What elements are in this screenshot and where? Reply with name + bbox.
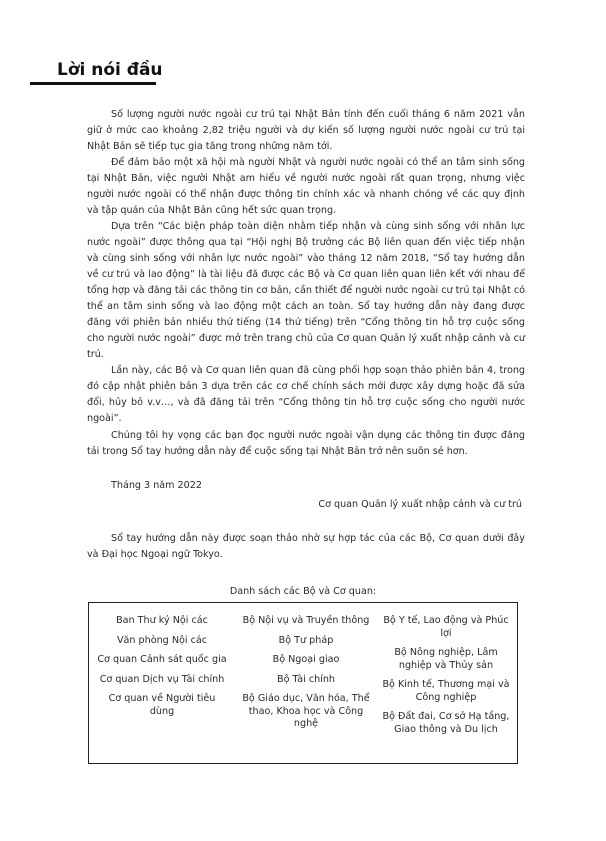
ministry-column-3: [381, 615, 511, 743]
ministry-item: Cơ quan Dịch vụ Tài chính: [99, 673, 225, 685]
preface-block-1: [87, 107, 525, 427]
ministry-item: Bộ Giáo dục, Văn hóa, Thể thao, Khoa học và Công nghệ: [242, 693, 370, 729]
title-underline: [30, 82, 156, 85]
paragraph: Dựa trên “Các biện pháp toàn diện nhằm tiếp nhận và cùng sinh sống với nhân lực nước ngoài” được thông qua tại “Hội nghị Bộ trưởng các Bộ liên quan đến việc tiếp nhận và cùng sinh sống với nhân lực nước ngoài” vào tháng 12 năm 2018, “Sổ tay hướng dẫn về cư trú và lao động” là tài liệu đã được các Bộ và Cơ quan liên quan liên kết với nhau để tổng hợp và đăng tải các thông tin cơ bản, cần thiết để người nước ngoài cư trú tại Nhật có thể an tâm sinh sống và lao động một cách an toàn. Sổ tay hướng dẫn này đang được đăng với phiên bản nhiều thứ tiếng (14 thứ tiếng) trên “Cổng thông tin hỗ trợ cuộc sống cho người nước ngoài” được mở trên trang chủ của Cơ quan Quản lý xuất nhập cảnh và cư trú.: [87, 221, 525, 360]
paragraph: Số lượng người nước ngoài cư trú tại Nhật Bản tính đến cuối tháng 6 năm 2021 vẫn giữ ở mức cao khoảng 2,82 triệu người và dự kiến số lượng người nước ngoài cư trú tại Nhật Bản sẽ tiếp tục gia tăng trong những năm tới.: [87, 109, 525, 152]
ministry-item: Bộ Ngoại giao: [272, 654, 340, 665]
paragraph: Lần này, các Bộ và Cơ quan liên quan đã cùng phối hợp soạn thảo phiên bản 4, trong đó cập nhật phiên bản 3 dựa trên các cơ chế chính sách mới được xây dựng hoặc đã sửa đổi, hủy bỏ v.v…, và đã đăng tải trên “Cổng thông tin hỗ trợ cuộc sống cho người nước ngoài”.: [87, 365, 525, 424]
paragraph: Chúng tôi hy vọng các bạn đọc người nước ngoài vận dụng các thông tin được đăng tải trong Sổ tay hướng dẫn này để cuộc sống tại Nhật Bản trở nên suôn sẻ hơn.: [87, 430, 525, 457]
ministry-item: Ban Thư ký Nội các: [116, 615, 208, 626]
agency-signature: Cơ quan Quản lý xuất nhập cảnh và cư trú: [318, 499, 522, 510]
ministry-item: Bộ Kinh tế, Thương mại và Công nghiệp: [382, 679, 510, 703]
ministry-item: Cơ quan về Người tiêu dùng: [108, 693, 216, 717]
page-title: Lời nói đầu: [57, 60, 163, 80]
ministry-column-2: [241, 615, 371, 738]
ministry-item: Văn phòng Nội các: [116, 634, 208, 646]
ministry-column-1: [97, 615, 227, 725]
date-line: Tháng 3 năm 2022: [111, 480, 202, 491]
ministry-item: Bộ Tài chính: [276, 673, 336, 685]
cooperation-note: [87, 531, 525, 563]
paragraph: Sổ tay hướng dẫn này được soạn thảo nhờ sự hợp tác của các Bộ, Cơ quan dưới đây và Đại học Ngoại ngữ Tokyo.: [87, 533, 525, 560]
ministry-item: Bộ Đất đai, Cơ sở Hạ tầng, Giao thông và Du lịch: [382, 711, 510, 735]
ministry-list-title: Danh sách các Bộ và Cơ quan:: [229, 586, 377, 597]
ministry-item: Bộ Nội vụ và Truyền thông: [242, 615, 370, 626]
ministry-item: Bộ Nông nghiệp, Lâm nghiệp và Thủy sản: [394, 647, 498, 671]
preface-block-2: [87, 428, 525, 460]
ministry-item: Cơ quan Cảnh sát quốc gia: [97, 654, 227, 665]
ministry-item: Bộ Tư pháp: [278, 634, 334, 646]
ministry-list-box: [88, 602, 518, 764]
paragraph: Để đảm bảo một xã hội mà người Nhật và người nước ngoài có thể an tâm sinh sống tại Nhật Bản, việc người Nhật am hiểu về người nước ngoài rất quan trọng, nhưng việc người nước ngoài có thể nhận được thông tin chính xác và nhanh chóng về các quy định và tập quán của Nhật Bản cũng hết sức quan trọng.: [87, 157, 525, 216]
ministry-item: Bộ Y tế, Lao động và Phúc lợi: [383, 615, 509, 639]
